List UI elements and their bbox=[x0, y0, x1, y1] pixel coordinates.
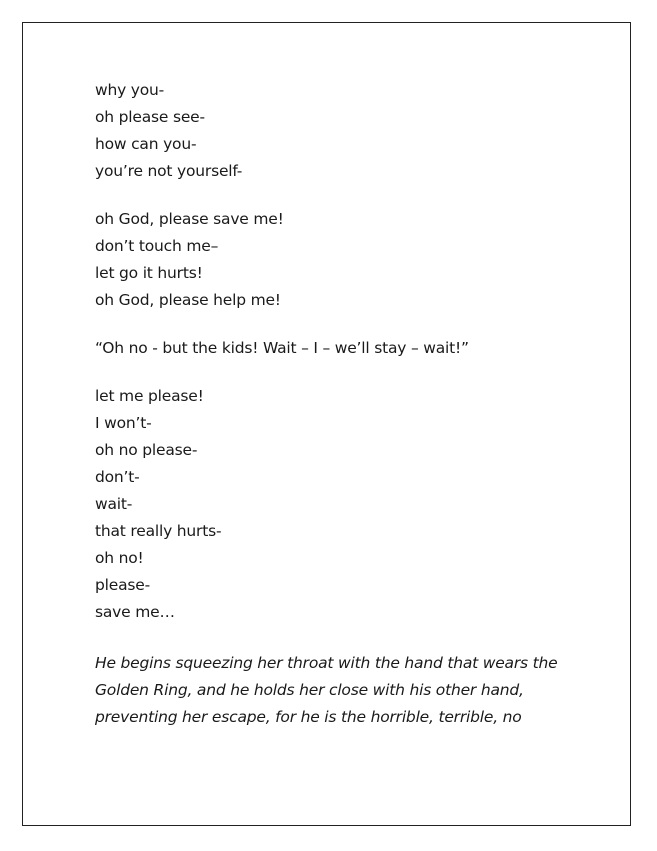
text-line: don’t- bbox=[95, 468, 140, 486]
text-line: how can you- bbox=[95, 135, 197, 153]
text-line: oh please see- bbox=[95, 108, 205, 126]
narration-line: preventing her escape, for he is the horrible, terrible, no bbox=[95, 708, 522, 726]
text-line: you’re not yourself- bbox=[95, 162, 243, 180]
text-line: save me… bbox=[95, 603, 175, 621]
text-line: I won’t- bbox=[95, 414, 152, 432]
stanza-1 bbox=[95, 77, 595, 185]
text-line: wait- bbox=[95, 495, 133, 513]
text-line: oh no! bbox=[95, 549, 144, 567]
text-line: please- bbox=[95, 576, 150, 594]
text-line: let go it hurts! bbox=[95, 264, 203, 282]
text-line: oh God, please save me! bbox=[95, 210, 284, 228]
text-line: why you- bbox=[95, 81, 165, 99]
narration-line: He begins squeezing her throat with the hand that wears the bbox=[95, 654, 558, 672]
text-line: oh no please- bbox=[95, 441, 198, 459]
text-line: oh God, please help me! bbox=[95, 291, 281, 309]
stanza-2 bbox=[95, 206, 595, 314]
text-line: don’t touch me– bbox=[95, 237, 219, 255]
page-content bbox=[95, 77, 595, 731]
document-page bbox=[22, 22, 631, 826]
text-line: that really hurts- bbox=[95, 522, 222, 540]
dialogue-quote: “Oh no - but the kids! Wait – I – we’ll stay – wait!” bbox=[95, 339, 469, 357]
narration-paragraph bbox=[95, 650, 595, 731]
stanza-3 bbox=[95, 383, 595, 626]
text-line: let me please! bbox=[95, 387, 204, 405]
narration-line: Golden Ring, and he holds her close with his other hand, bbox=[95, 681, 524, 699]
